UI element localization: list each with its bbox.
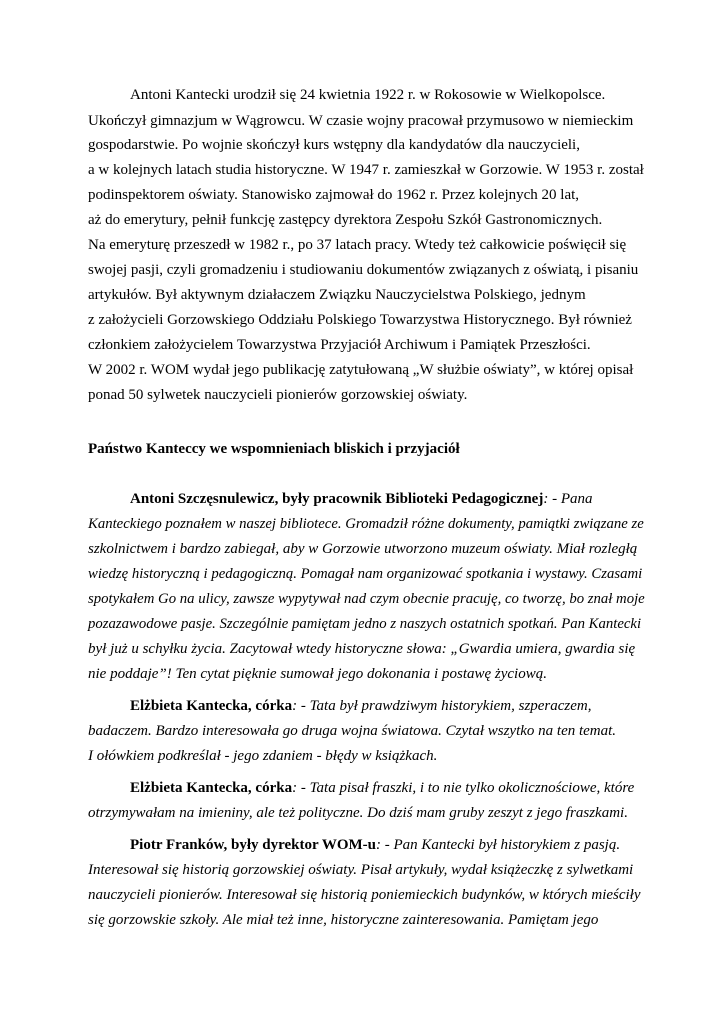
quote-line: spotykałem Go na ulicy, zawsze wypytywał nad czym obecnie pracuję, co tworzę, bo znał moje <box>88 591 645 607</box>
quote-first-line <box>130 779 634 797</box>
quote-line: I ołówkiem podkreślał - jego zdaniem - błędy w książkach. <box>88 748 438 764</box>
quote-speaker: Antoni Szczęsnulewicz, były pracownik Biblioteki Pedagogicznej <box>130 491 544 507</box>
quote-text-start: : - Pana <box>543 491 593 507</box>
bio-line: W 2002 r. WOM wydał jego publikację zatytułowaną „W służbie oświaty”, w której opisał <box>88 362 634 378</box>
quote-line: szkolnictwem i bardzo zabiegał, aby w Gorzowie utworzono muzeum oświaty. Miał rozległą <box>88 541 638 557</box>
quote-line: Kanteckiego poznałem w naszej bibliotece. Gromadził różne dokumenty, pamiątki związane ze <box>88 516 644 532</box>
quote-text-start: : - Pan Kantecki był historykiem z pasją. <box>375 837 621 853</box>
quote-line: badaczem. Bardzo interesowała go druga wojna światowa. Czytał wszytko na ten temat. <box>88 723 617 739</box>
quote-line: był już u schyłku życia. Zacytował wtedy historyczne słowa: „Gwardia umiera, gwardia się <box>88 641 636 657</box>
quote-speaker: Elżbieta Kantecka, córka <box>130 698 293 714</box>
bio-line: Na emeryturę przeszedł w 1982 r., po 37 latach pracy. Wtedy też całkowicie poświęcił się <box>88 237 627 253</box>
bio-line: gospodarstwie. Po wojnie skończył kurs wstępny dla kandydatów dla nauczycieli, <box>88 137 580 153</box>
quote-line: nie poddaje”! Ten cytat pięknie sumował jego dokonania i postawę życiową. <box>88 666 547 682</box>
quote-text-start: : - Tata pisał fraszki, i to nie tylko okolicznościowe, które <box>292 780 635 796</box>
bio-line: a w kolejnych latach studia historyczne. W 1947 r. zamieszkał w Gorzowie. W 1953 r. został <box>88 162 644 178</box>
bio-line: Antoni Kantecki urodził się 24 kwietnia 1922 r. w Rokosowie w Wielkopolsce. <box>130 87 606 103</box>
bio-line: z założycieli Gorzowskiego Oddziału Polskiego Towarzystwa Historycznego. Był również <box>88 312 632 328</box>
quote-first-line <box>130 836 620 854</box>
bio-line: podinspektorem oświaty. Stanowisko zajmował do 1962 r. Przez kolejnych 20 lat, <box>88 187 580 203</box>
bio-line: ponad 50 sylwetek nauczycieli pionierów gorzowskiej oświaty. <box>88 387 468 403</box>
quote-line: Interesował się historią gorzowskiej oświaty. Pisał artykuły, wydał książeczkę z sylwetkami <box>88 862 634 878</box>
quote-line: pozazawodowe pasje. Szczególnie pamiętam jedno z naszych ostatnich spotkań. Pan Kantecki <box>88 616 642 632</box>
quote-speaker: Elżbieta Kantecka, córka <box>130 780 293 796</box>
bio-line: członkiem założycielem Towarzystwa Przyjaciół Archiwum i Pamiątek Przeszłości. <box>88 337 591 353</box>
bio-line: aż do emerytury, pełnił funkcję zastępcy dyrektora Zespołu Szkół Gastronomicznych. <box>88 212 603 228</box>
bio-line: Ukończył gimnazjum w Wągrowcu. W czasie wojny pracował przymusowo w niemieckim <box>88 113 634 129</box>
bio-line: artykułów. Był aktywnym działaczem Związku Nauczycielstwa Polskiego, jednym <box>88 287 586 303</box>
quote-line: się gorzowskie szkoły. Ale miał też inne, historyczne zainteresowania. Pamiętam jego <box>88 912 599 928</box>
section-heading: Państwo Kanteccy we wspomnieniach bliskich i przyjaciół <box>88 441 460 457</box>
quote-line: otrzymywałam na imieniny, ale też polityczne. Do dziś mam gruby zeszyt z jego fraszkami. <box>88 805 628 821</box>
quote-first-line <box>130 697 592 715</box>
bio-line: swojej pasji, czyli gromadzeniu i studiowaniu dokumentów związanych z oświatą, i pisaniu <box>88 262 639 278</box>
quote-line: wiedzę historyczną i pedagogiczną. Pomagał nam organizować spotkania i wystawy. Czasami <box>88 566 643 582</box>
quote-line: nauczycieli pionierów. Interesował się historią poniemieckich budynków, w których mieściły <box>88 887 641 903</box>
quote-speaker: Piotr Franków, były dyrektor WOM-u <box>130 837 376 853</box>
quote-first-line <box>130 490 592 508</box>
quote-text-start: : - Tata był prawdziwym historykiem, szperaczem, <box>292 698 592 714</box>
